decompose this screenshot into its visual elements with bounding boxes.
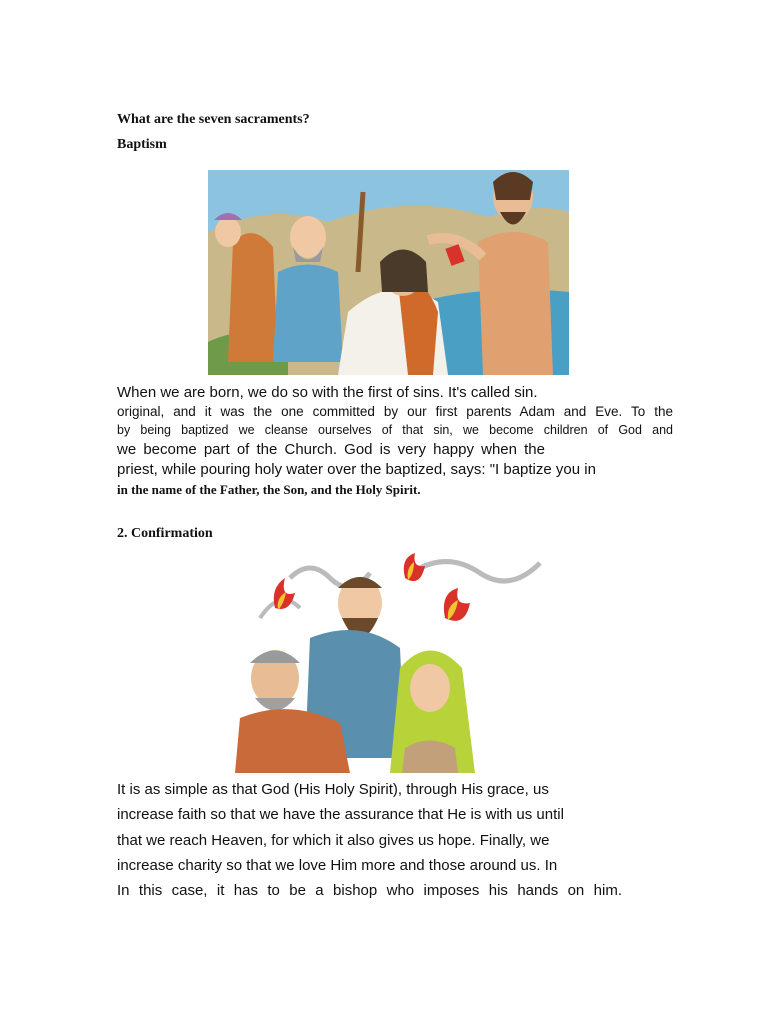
- baptism-line-bold: in the name of the Father, the Son, and the Holy Spirit.: [117, 482, 421, 497]
- confirmation-line-3: that we reach Heaven, for which it also gives us hope. Finally, we: [117, 832, 550, 849]
- section-title-baptism: Baptism: [117, 137, 167, 152]
- baptism-line-5: priest, while pouring holy water over the baptized, says: "I baptize you in: [117, 461, 596, 478]
- section-title-confirmation: 2. Confirmation: [117, 526, 213, 541]
- page-title: What are the seven sacraments?: [117, 112, 310, 127]
- baptism-line-4: we become part of the Church. God is very happy when the: [117, 441, 545, 458]
- confirmation-line-5: In this case, it has to be a bishop who imposes his hands on him.: [117, 882, 622, 899]
- baptism-line-3: by being baptized we cleanse ourselves of that sin, we become children of God and: [117, 423, 673, 437]
- baptism-line-1: When we are born, we do so with the first of sins. It's called sin.: [117, 384, 538, 401]
- confirmation-line-4: increase charity so that we love Him more and those around us. In: [117, 857, 558, 874]
- confirmation-line-2: increase faith so that we have the assurance that He is with us until: [117, 806, 564, 823]
- baptism-line-2: original, and it was the one committed by our first parents Adam and Eve. To the: [117, 404, 673, 419]
- baptism-illustration: [208, 162, 569, 375]
- confirmation-illustration: [200, 548, 570, 773]
- confirmation-line-1: It is as simple as that God (His Holy Spirit), through His grace, us: [117, 781, 549, 798]
